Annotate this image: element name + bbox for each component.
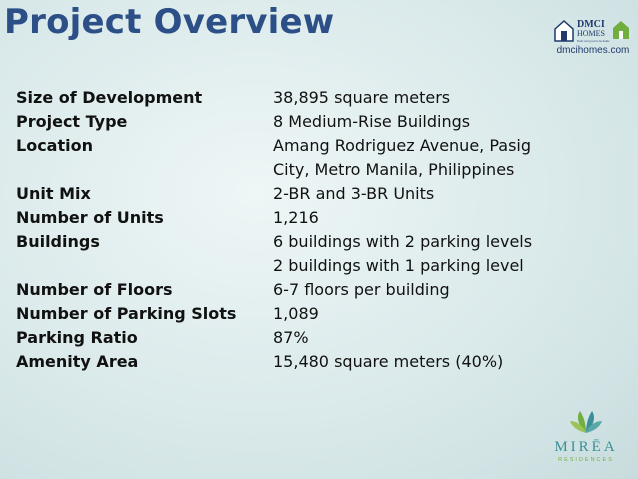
row-value bbox=[273, 110, 626, 134]
row-value bbox=[273, 134, 626, 182]
row-value-line: City, Metro Manila, Philippines bbox=[273, 160, 515, 179]
dmci-homes-logo bbox=[553, 15, 633, 56]
dmci-brand-line2: HOMES bbox=[577, 29, 606, 38]
row-label: Parking Ratio bbox=[16, 328, 138, 347]
row-value-line: 1,089 bbox=[273, 304, 319, 323]
dmci-tagline: Feels real good to be home bbox=[577, 39, 610, 43]
row-value-line: 6 buildings with 2 parking levels bbox=[273, 232, 533, 251]
row-value-line: 87% bbox=[273, 328, 309, 347]
row-label: Number of Parking Slots bbox=[16, 304, 237, 323]
row-value-line: 15,480 square meters (40%) bbox=[273, 352, 504, 371]
mirea-name: MIRĒA bbox=[554, 439, 618, 455]
dmci-brand-line1: DMCI bbox=[577, 19, 605, 30]
row-label: Unit Mix bbox=[16, 184, 91, 203]
row-value-line: 6-7 floors per building bbox=[273, 280, 450, 299]
overview-row bbox=[16, 134, 626, 182]
row-value bbox=[273, 86, 626, 110]
dmci-logo-icon bbox=[553, 15, 633, 43]
overview-row bbox=[16, 230, 626, 278]
page-title: Project Overview bbox=[4, 2, 335, 42]
overview-row bbox=[16, 326, 626, 350]
mirea-sub: RESIDENCES bbox=[558, 457, 614, 463]
row-label: Size of Development bbox=[16, 88, 203, 107]
row-value-line: 2 buildings with 1 parking level bbox=[273, 256, 524, 275]
row-value-line: Amang Rodriguez Avenue, Pasig bbox=[273, 136, 531, 155]
overview-row bbox=[16, 86, 626, 110]
row-label: Buildings bbox=[16, 232, 100, 251]
row-value-line: 1,216 bbox=[273, 208, 319, 227]
mirea-residences-logo bbox=[538, 407, 634, 467]
row-value bbox=[273, 206, 626, 230]
row-value bbox=[273, 278, 626, 302]
row-label: Project Type bbox=[16, 112, 128, 131]
row-value bbox=[273, 230, 626, 278]
row-value-line: 2-BR and 3-BR Units bbox=[273, 184, 435, 203]
row-label: Amenity Area bbox=[16, 352, 139, 371]
row-value bbox=[273, 182, 626, 206]
overview-row bbox=[16, 302, 626, 326]
row-label: Number of Floors bbox=[16, 280, 173, 299]
row-value bbox=[273, 350, 626, 374]
overview-row bbox=[16, 206, 626, 230]
overview-table bbox=[16, 86, 626, 374]
row-value-line: 8 Medium-Rise Buildings bbox=[273, 112, 471, 131]
overview-row bbox=[16, 350, 626, 374]
row-value bbox=[273, 326, 626, 350]
overview-row bbox=[16, 182, 626, 206]
row-label: Number of Units bbox=[16, 208, 164, 227]
row-value-line: 38,895 square meters bbox=[273, 88, 451, 107]
overview-row bbox=[16, 110, 626, 134]
row-value bbox=[273, 302, 626, 326]
leaf-icon bbox=[570, 411, 602, 433]
overview-row bbox=[16, 278, 626, 302]
dmci-url: dmcihomes.com bbox=[556, 45, 630, 56]
row-label: Location bbox=[16, 136, 93, 155]
